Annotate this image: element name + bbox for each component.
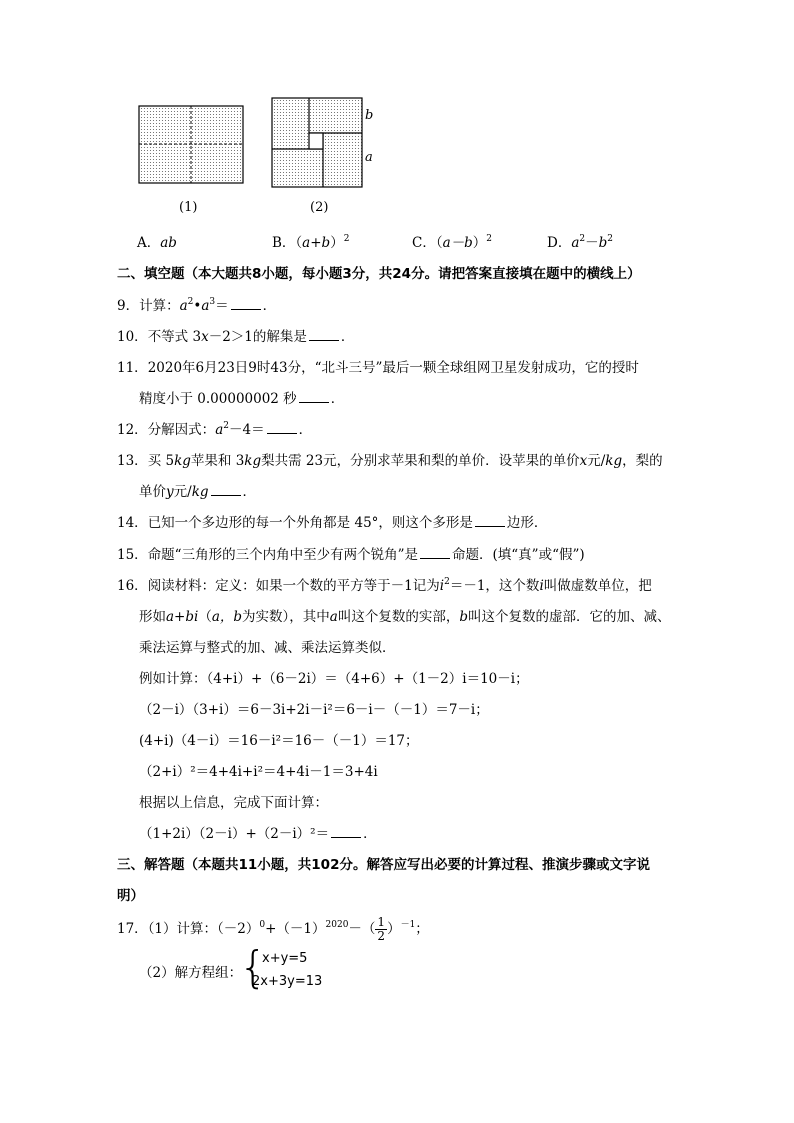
equation-1: x+y=5 (262, 951, 308, 966)
option-c (412, 231, 492, 251)
figure-1-label: (1) (179, 200, 198, 215)
equation-2: 2x+3y=13 (252, 974, 323, 989)
q17-p1d: ） (387, 921, 401, 937)
q13-l1b: 苹果和 3 (190, 453, 245, 469)
equation-system-brace: { (239, 942, 267, 993)
option-c-close: ） (472, 235, 487, 251)
section-3-title-line-2: 明） (117, 888, 144, 904)
q16-l1b: ＝－1，这个数 (449, 578, 540, 594)
option-b (272, 231, 349, 251)
q17-frac-num: 1 (377, 915, 386, 929)
question-16-task (139, 822, 377, 842)
side-a-label: a (365, 150, 373, 165)
question-11-line-2 (139, 387, 344, 407)
q10-text1: 不等式 3 (147, 329, 202, 345)
q13-kg3: kg (605, 453, 623, 469)
q13-y: y (166, 484, 174, 500)
q11-line1: 2020年6月23日9时43分，“北斗三号”最后一颗全球组网卫星发射成功，它的授时 (147, 360, 639, 376)
option-d-a: a (571, 235, 580, 251)
question-14 (117, 511, 547, 531)
q17-p1: （1）计算：（－2） (147, 921, 260, 937)
q13-end: ． (242, 484, 257, 500)
q16-answer-blank[interactable] (331, 825, 361, 838)
option-a-letter: A． (137, 235, 161, 251)
figure-1 (137, 104, 247, 186)
question-17-part-2-label: （2）解方程组： (139, 965, 243, 981)
q10-text2: －2＞1的解集是 (208, 329, 307, 345)
q16-l1-exp: 2 (444, 577, 450, 587)
q13-kg1: kg (174, 453, 191, 469)
section-2-title: 二、填空题（本大题共8小题，每小题3分，共24分。请把答案直接填在题中的横线上） (117, 266, 641, 282)
q13-l1d: 元/ (587, 453, 606, 469)
q13-l1c: 梨共需 23元，分别求苹果和梨的单价．设苹果的单价 (261, 453, 580, 469)
option-c-value: a－b (442, 235, 473, 251)
option-a (137, 231, 177, 251)
option-b-letter: B．（ (272, 235, 303, 251)
option-d-exp1: 2 (579, 234, 586, 244)
q13-kg4: kg (191, 484, 209, 500)
option-d-minus: － (585, 235, 599, 251)
q9-answer-blank[interactable] (231, 297, 261, 310)
q14-answer-blank[interactable] (475, 514, 505, 527)
q14-number: 14． (117, 515, 148, 531)
option-b-exp: 2 (343, 234, 350, 244)
q16-l1-i2: i (539, 578, 544, 594)
side-b-label: b (365, 108, 374, 123)
q16-l1a: 阅读材料：定义：如果一个数的平方等于－1记为 (147, 578, 440, 594)
section-3-title-line-1: 三、解答题（本题共11小题，共102分。解答应写出必要的计算过程、推演步骤或文字说 (117, 857, 650, 873)
option-d-letter: D． (547, 235, 572, 251)
q16-l2e: 叫这个复数的虚部．它的加、减、 (468, 609, 671, 625)
question-9 (117, 294, 276, 314)
q10-x: x (201, 329, 209, 345)
q16-l2-abi: a+bi (166, 609, 199, 625)
q10-end: ． (340, 329, 355, 345)
q15-text: 命题“三角形的三个内角中至少有两个锐角”是 (147, 547, 418, 563)
q11-line2: 精度小于 0.00000002 秒 (139, 391, 297, 407)
q13-l1a: 买 5 (147, 453, 175, 469)
question-13-line-1 (117, 449, 663, 469)
q16-l1-i: i (439, 578, 445, 594)
q14-text: 已知一个多边形的每一个外角都是 45°，则这个多形是 (147, 515, 473, 531)
q9-exp3: 3 (209, 297, 216, 307)
q11-number: 11． (117, 360, 148, 376)
q12-answer-blank[interactable] (267, 421, 297, 434)
q16-number: 16． (117, 578, 148, 594)
q17-exp-neg1: －1 (400, 920, 416, 930)
q16-l2-b2: b (459, 609, 468, 625)
question-16-example-1: 例如计算：（4+i）+（6－2i）＝（4+6）+（1－2）i＝10－i； (139, 671, 529, 687)
question-16-line-1 (117, 574, 652, 594)
q9-text: 计算： (139, 298, 180, 314)
q17-p1b: +（－1） (265, 921, 326, 937)
question-16-example-2: （2－i）（3+i）＝6－3i+2i－i²＝6－i－（－1）＝7－i； (139, 702, 489, 718)
q10-answer-blank[interactable] (309, 328, 339, 341)
q16-task-expr: （1+2i）（2－i）+（2－i）²＝ (139, 826, 330, 842)
q15-end: 命题．(填“真”或“假”) (452, 547, 585, 563)
question-16-example-3: (4+i)（4－i）＝16－i²＝16－（－1）＝17； (139, 733, 419, 749)
q12-number: 12． (117, 422, 148, 438)
question-16-instruction: 根据以上信息，完成下面计算： (139, 795, 328, 811)
q16-l2d: 叫这个复数的实部， (337, 609, 460, 625)
q16-l2-a2: a (329, 609, 338, 625)
q15-number: 15． (117, 547, 148, 563)
figure-2 (270, 96, 366, 190)
question-13-line-2 (139, 480, 256, 500)
option-c-letter: C．（ (412, 235, 443, 251)
q13-answer-blank[interactable] (211, 483, 241, 496)
q13-l1e: ，梨的 (622, 453, 663, 469)
q11-end: ． (330, 391, 345, 407)
option-c-exp: 2 (486, 234, 493, 244)
q12-text: 分解因式： (147, 422, 216, 438)
q17-frac-den: 2 (377, 929, 386, 943)
option-b-value: a+b (302, 235, 331, 251)
q13-kg2: kg (244, 453, 262, 469)
option-b-close: ） (330, 235, 344, 251)
q16-l2-ab: a，b (211, 609, 243, 625)
question-16-example-4: （2+i）²＝4+4i+i²＝4+4i－1＝3+4i (139, 764, 378, 780)
q9-exp2: 2 (187, 297, 194, 307)
option-d-exp2: 2 (607, 234, 614, 244)
q9-eq: ＝ (215, 298, 229, 314)
q12-a: a (215, 422, 224, 438)
q13-l2b: 元/ (173, 484, 192, 500)
q12-end: ． (298, 422, 313, 438)
option-a-value: ab (160, 235, 177, 251)
question-16-line-3: 乘法运算与整式的加、减、乘法运算类似． (139, 640, 396, 656)
q16-l2b: （ (198, 609, 212, 625)
question-11-line-1 (117, 356, 639, 376)
q11-answer-blank[interactable] (299, 390, 329, 403)
q16-l2c: 为实数），其中 (242, 609, 330, 625)
q12-exp: 2 (223, 421, 229, 431)
q13-number: 13． (117, 453, 148, 469)
q17-p1-end: ； (415, 921, 429, 937)
q9-number: 9． (117, 298, 140, 314)
q9-a: a (179, 298, 188, 314)
q12-rest: －4＝ (228, 422, 265, 438)
q17-fraction (375, 916, 387, 943)
q9-dot: • (193, 298, 202, 314)
q17-exp0: 0 (259, 920, 266, 930)
option-d-b: b (598, 235, 608, 251)
q16-end: ． (363, 826, 377, 842)
q13-l2a: 单价 (139, 484, 166, 500)
question-16-line-2 (139, 605, 671, 625)
question-17-part-1 (117, 916, 429, 943)
q10-number: 10． (117, 329, 148, 345)
q16-l1c: 叫做虚数单位，把 (543, 578, 652, 594)
figure-2-label: (2) (310, 200, 329, 215)
q9-a2: a (201, 298, 210, 314)
option-d (547, 231, 613, 251)
q17-p1c: －（ (348, 921, 376, 937)
q16-l2a: 形如 (139, 609, 166, 625)
q17-exp2020: 2020 (325, 920, 349, 930)
q15-answer-blank[interactable] (420, 546, 450, 559)
q9-end: ． (262, 298, 277, 314)
q17-number: 17． (117, 921, 148, 937)
question-15 (117, 543, 585, 563)
q14-end: 边形． (506, 515, 548, 531)
question-12 (117, 418, 312, 438)
q13-x: x (579, 453, 588, 469)
question-10 (117, 325, 354, 345)
